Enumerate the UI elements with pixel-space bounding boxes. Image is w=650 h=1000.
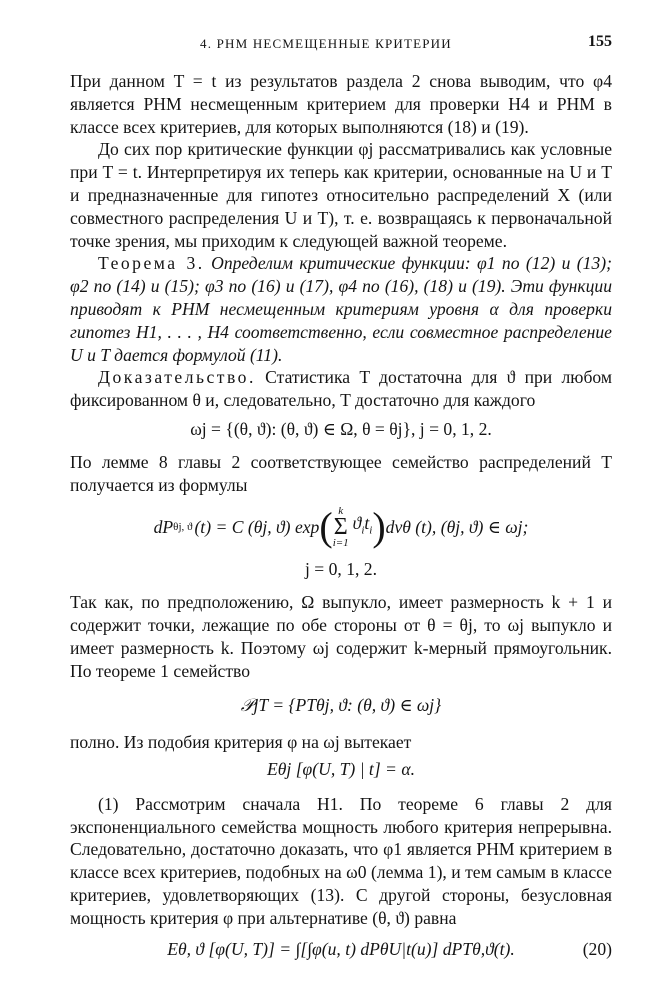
paragraph-convex: Так как, по предположению, Ω выпукло, имеет размерность k + 1 и содержит точки, лежащие по обе стороны от θ = θj, то ωj выпукло и имеет размерность k. Поэтому ωj содержит k-мерный прямоугольник. По теореме 1 семейство [70, 592, 612, 681]
paragraph-complete: полно. Из подобия критерия φ на ωj вытекает [70, 732, 412, 753]
equation-family: 𝒫jT = {PTθj, ϑ: (θ, ϑ) ∈ ωj} [240, 695, 442, 716]
eq-power: Eθ, ϑ [φ(U, T)] = ∫[∫φ(u, t) dPθU|t(u)] dPTθ,ϑ(t). [167, 939, 515, 960]
equation-j: j = 0, 1, 2. [305, 559, 377, 580]
equation-similar: Eθj [φ(U, T) | t] = α. [267, 758, 415, 779]
equation-power [70, 930, 612, 970]
page-body [70, 70, 612, 970]
proof-text: Статистика T достаточна для ϑ при любом фиксированном θ и, следовательно, T достаточно для каждого [70, 367, 612, 411]
equation-number: (20) [582, 939, 612, 960]
paragraph-1: При данном T = t из результатов раздела 2 снова выводим, что φ4 является РНМ несмещенным критерием для проверки H4 и РНМ в классе всех критериев, для которых выполняются (18) и (19). [70, 71, 612, 137]
eq-dp-lhs: dP [153, 516, 174, 537]
proof [70, 366, 612, 412]
paragraph-lemma: По лемме 8 главы 2 соответствующее семейство распределений T получается из формулы [70, 451, 612, 495]
proof-label: Доказательство. [98, 367, 256, 388]
equation-density: dP θj, ϑ (t) = C (θj, ϑ) exp ( k Σ i=1 $ϑ_it_i$ ) dνθ (t), (θj, ϑ) ∈ ωj; [153, 504, 529, 550]
paragraph-h1: (1) Рассмотрим сначала H1. По теореме 6 главы 2 для экспоненциального семейства мощность любого критерия непрерывна. Следовательно, достаточно доказать, что φ1 является РНМ критерием в классе всех критериев, подобных на ω0 (лемма 1), и тем самым в классе критериев, удовлетворяющих (13). С другой стороны, безусловная мощность критерия φ при альтернативе (θ, ϑ) равна [70, 793, 612, 928]
theorem-3 [70, 252, 612, 366]
page-number: 155 [588, 33, 612, 50]
paragraph-2: До сих пор критические функции φj рассматривались как условные при T = t. Интерпретируя их теперь как критерии, основанные на U и T и предназначенные для гипотез относительно распределений X (или совместного распределения U и T), т. е. возвращаясь к первоначальной точке зрения, мы приходим к следующей важной теореме. [70, 139, 612, 251]
eq-dp-mid: (t) = C (θj, ϑ) exp [194, 516, 320, 537]
running-title: 4. РНМ НЕСМЕЩЕННЫЕ КРИТЕРИИ [200, 36, 452, 51]
theorem-text: Определим критические функции: φ1 по (12) и (13); φ2 по (14) и (15); φ3 по (16) и (17), φ4 по (16), (18) и (19). Эти функции приводят к РНМ несмещенным критериям уровня α для проверки гипотез H1, . . . , H4 соответственно, если совместное распределение U и T дается формулой (11). [70, 253, 612, 365]
eq-dp-rhs: dνθ (t), (θj, ϑ) ∈ ωj; [385, 516, 529, 537]
sum-operator: k Σ i=1 [332, 505, 349, 550]
theorem-label: Теорема 3. [98, 253, 205, 274]
equation-omega: ωj = {(θ, ϑ): (θ, ϑ) ∈ Ω, θ = θj}, j = 0, 1, 2. [190, 418, 492, 439]
